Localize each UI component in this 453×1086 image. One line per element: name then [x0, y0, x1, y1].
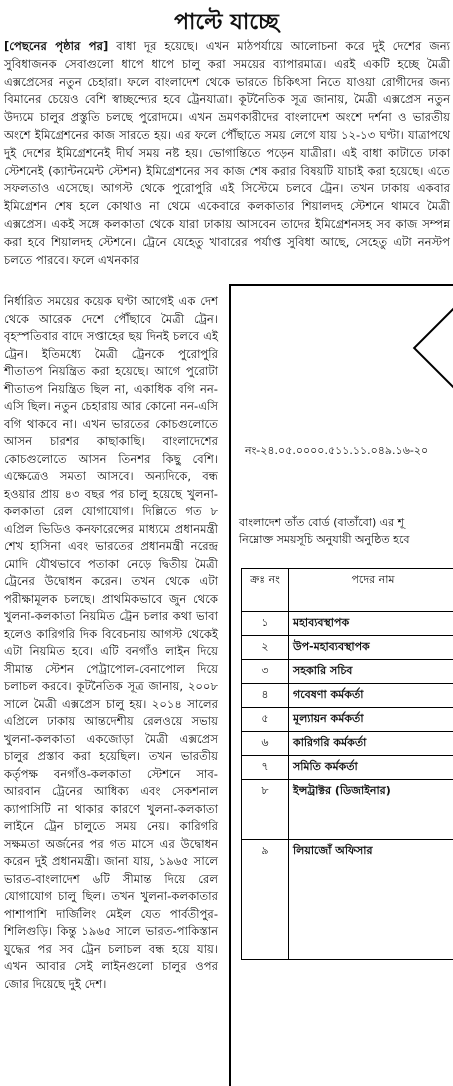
- table-row: [242, 780, 453, 840]
- table-row: [242, 732, 453, 756]
- table-header-row: [242, 569, 453, 612]
- ad-intro: [239, 514, 410, 548]
- post-serial: ৭: [242, 756, 289, 780]
- post-serial: ৫: [242, 708, 289, 732]
- post-name: সমিতি কর্মকর্তা: [289, 756, 453, 780]
- serial-header: ক্রঃ নং: [242, 569, 289, 612]
- post-serial: ৬: [242, 732, 289, 756]
- post-header: পদের নাম: [289, 569, 453, 612]
- post-serial: ২: [242, 636, 289, 660]
- memo-number: নং-২৪.০৫.০০০০.৫১১.১১.০৪৯.১৬-২০: [245, 442, 428, 461]
- post-name: মূল্যায়ন কর্মকর্তা: [289, 708, 453, 732]
- post-name: কারিগরি কর্মকর্তা: [289, 732, 453, 756]
- post-name: মহাব্যবস্থাপক: [289, 612, 453, 636]
- post-name: গবেষণা কর্মকর্তা: [289, 684, 453, 708]
- table-row: [242, 660, 453, 684]
- table-row: [242, 840, 453, 960]
- post-serial: ১: [242, 612, 289, 636]
- ad-intro-line: নিম্নোক্ত সময়সূচি অনুযায়ী অনুষ্ঠিত হবে: [239, 531, 410, 548]
- post-serial: ৪: [242, 684, 289, 708]
- job-advertisement: [229, 284, 453, 1086]
- table-row: [242, 708, 453, 732]
- top-cut-strip: [0, 0, 453, 8]
- post-serial: ৩: [242, 660, 289, 684]
- table-row: [242, 684, 453, 708]
- table-row: [242, 756, 453, 780]
- table-row: [242, 612, 453, 636]
- ad-intro-line: বাংলাদেশ তাঁত বোর্ড (বাতাঁবো) এর শূ: [239, 514, 410, 531]
- lead-text: বাধা দূর হয়েছে। এখন মাঠপর্যায়ে আলোচনা করে দুই দেশের জন্য সুবিধাজনক সেবাগুলো ধাপে ধাপে চালু করা সময়ের ব্যাপারমাত্র। এরই একটি হচ্ছে মৈত্রী এক্সপ্রেসের নতুন চেহারা। ফলে বাংলাদেশ থেকে ভারতে চিকিৎসা নিতে যাওয়া রোগীদের জন্য বিমানের চেয়েও বেশি স্বাচ্ছন্দ্যের হবে ট্রেনযাত্রা। কূটনৈতিক সূত্র জানায়, মৈত্রী এক্সপ্রেস নতুন উদ্যমে চালুর প্রস্তুতি চলছে পুরোদমে। এখন ভ্রমণকারীদের বাংলাদেশ অংশে দর্শনা ও ভারতীয় অংশে ইমিগ্রেশনের কাজ সারতে হয়। এর ফলে পৌঁছাতে সময় লেগে যায় ১২-১৩ ঘণ্টা। যাত্রাপথে দুই দেশের ইমিগ্রেশনেই দীর্ঘ সময় নষ্ট হয়। ভোগান্তিতে পড়েন যাত্রীরা। এই বাধা কাটাতে ঢাকা স্টেশনেই (ক্যান্টনমেন্ট স্টেশন) ইমিগ্রেশনের সব কাজ শেষ করার বিষয়টি যাচাই করা হয়েছে। এতে সফলতাও এসেছে। আগস্ট থেকে পুরোপুরি এই সিস্টেমে চলবে ট্রেন। তখন ঢাকায় একবার ইমিগ্রেশন শেষ হলে কোথাও না থেমে একেবারে কলকাতার শিয়ালদহ স্টেশনে থামবে মৈত্রী এক্সপ্রেস। একই সঙ্গে কলকাতা থেকে যারা ঢাকায় আসবেন তাদের ইমিগ্রেশনসহ সব কাজ সম্পন্ন করা হবে শিয়ালদহ স্টেশনে। ট্রেনে যেহেতু খাবারের পর্যাপ্ত সুবিধা আছে, সেহেতু এটা ননস্টপ চলতে পারবে। ফলে এখনকার: [4, 39, 450, 267]
- article-headline: পাল্টে যাচ্ছে: [0, 8, 453, 38]
- article-column-text: নির্ধারিত সময়ের কয়েক ঘণ্টা আগেই এক দেশ থেকে আরেক দেশে পৌঁছাবে মৈত্রী ট্রেন। বৃহস্পতিবার বাদে সপ্তাহের ছয় দিনই চলবে এই ট্রেন। ইতিমধ্যে মৈত্রী ট্রেনকে পুরোপুরি শীতাতপ নিয়ন্ত্রিত করা হয়েছে। আগে পুরোটা শীতাতপ নিয়ন্ত্রিত ছিল না, একাধিক বগি নন-এসি ছিল। নতুন চেহারায় আর কোনো নন-এসি বগি থাকবে না। এখন ভারতের কোচগুলোতে আসন চারশর কাছাকাছি। বাংলাদেশের কোচগুলোতে আসন তিনশর কিছু বেশি। এক্ষেত্রেও সমতা আসবে। অন্যদিকে, বন্ধ হওয়ার প্রায় ৪৩ বছর পর চালু হয়েছে খুলনা-কলকাতা রেল যোগাযোগ। দিল্লিতে গত ৮ এপ্রিল ভিডিও কনফারেন্সের মাধ্যমে প্রধানমন্ত্রী শেখ হাসিনা এবং ভারতের প্রধানমন্ত্রী নরেন্দ্র মোদি যৌথভাবে পতাকা নেড়ে দ্বিতীয় মৈত্রী ট্রেনের উদ্বোধন করেন। তখন থেকে এটা পরীক্ষামূলক চলছে। প্রাথমিকভাবে জুন থেকে খুলনা-কলকাতা নিয়মিত ট্রেন চলার কথা ভাবা হলেও কারিগরি দিক বিবেচনায় আগস্ট থেকেই এটা নিয়মিত হবে। এটি বনগাঁও লাইন দিয়ে সীমান্ত স্টেশন পেট্রাপোল-বেনাপোল দিয়ে চলাচল করবে। কূটনৈতিক সূত্র জানায়, ২০০৮ সালে মৈত্রী এক্সপ্রেস চালু হয়। ২০১৪ সালের এপ্রিলে ঢাকায় আন্তদেশীয় রেলওয়ে সভায় খুলনা-কলকাতা একজোড়া মৈত্রী এক্সপ্রেস চালুর প্রস্তাব করা হয়েছিল। তখন ভারতীয় কর্তৃপক্ষ বনগাঁও-কলকাতা স্টেশনে সাব-আরবান ট্রেনের আধিক্য এবং সেকশনাল ক্যাপাসিটি না থাকার কারণে খুলনা-কলকাতা লাইনে ট্রেন চালুতে সময় নেয়। কারিগরি সক্ষমতা অর্জনের পর গত মাসে এর উদ্বোধন করেন দুই প্রধানমন্ত্রী। জানা যায়, ১৯৬৫ সালে ভারত-বাংলাদেশ ৬টি সীমান্ত দিয়ে রেল যোগাযোগ চালু ছিল। তখন খুলনা-কলকাতার পাশাপাশি দার্জিলিং মেইল যেত পার্বতীপুর-শিলিগুড়ি। কিন্তু ১৯৬৫ সালে ভারত-পাকিস্তান যুদ্ধের পর সব ট্রেন চলাচল বন্ধ হয়ে যায়। এখন আবার সেই লাইনগুলো চালুর ওপর জোর দিয়েছে দুই দেশ।: [4, 293, 218, 993]
- table-row: [242, 636, 453, 660]
- post-serial: ৯: [242, 840, 289, 960]
- post-name: ইন্সট্রাক্টর (ডিজাইনার): [289, 780, 453, 840]
- post-serial: ৮: [242, 780, 289, 840]
- post-name: উপ-মহাব্যবস্থাপক: [289, 636, 453, 660]
- post-name: সহকারি সচিব: [289, 660, 453, 684]
- continuation-tag: [পেছনের পৃষ্ঠার পর]: [4, 39, 108, 53]
- board-logo-icon: [413, 303, 453, 394]
- post-name: লিয়াজোঁ অফিসার: [289, 840, 453, 960]
- article-lead-paragraph: [4, 38, 450, 269]
- posts-table: [241, 568, 453, 960]
